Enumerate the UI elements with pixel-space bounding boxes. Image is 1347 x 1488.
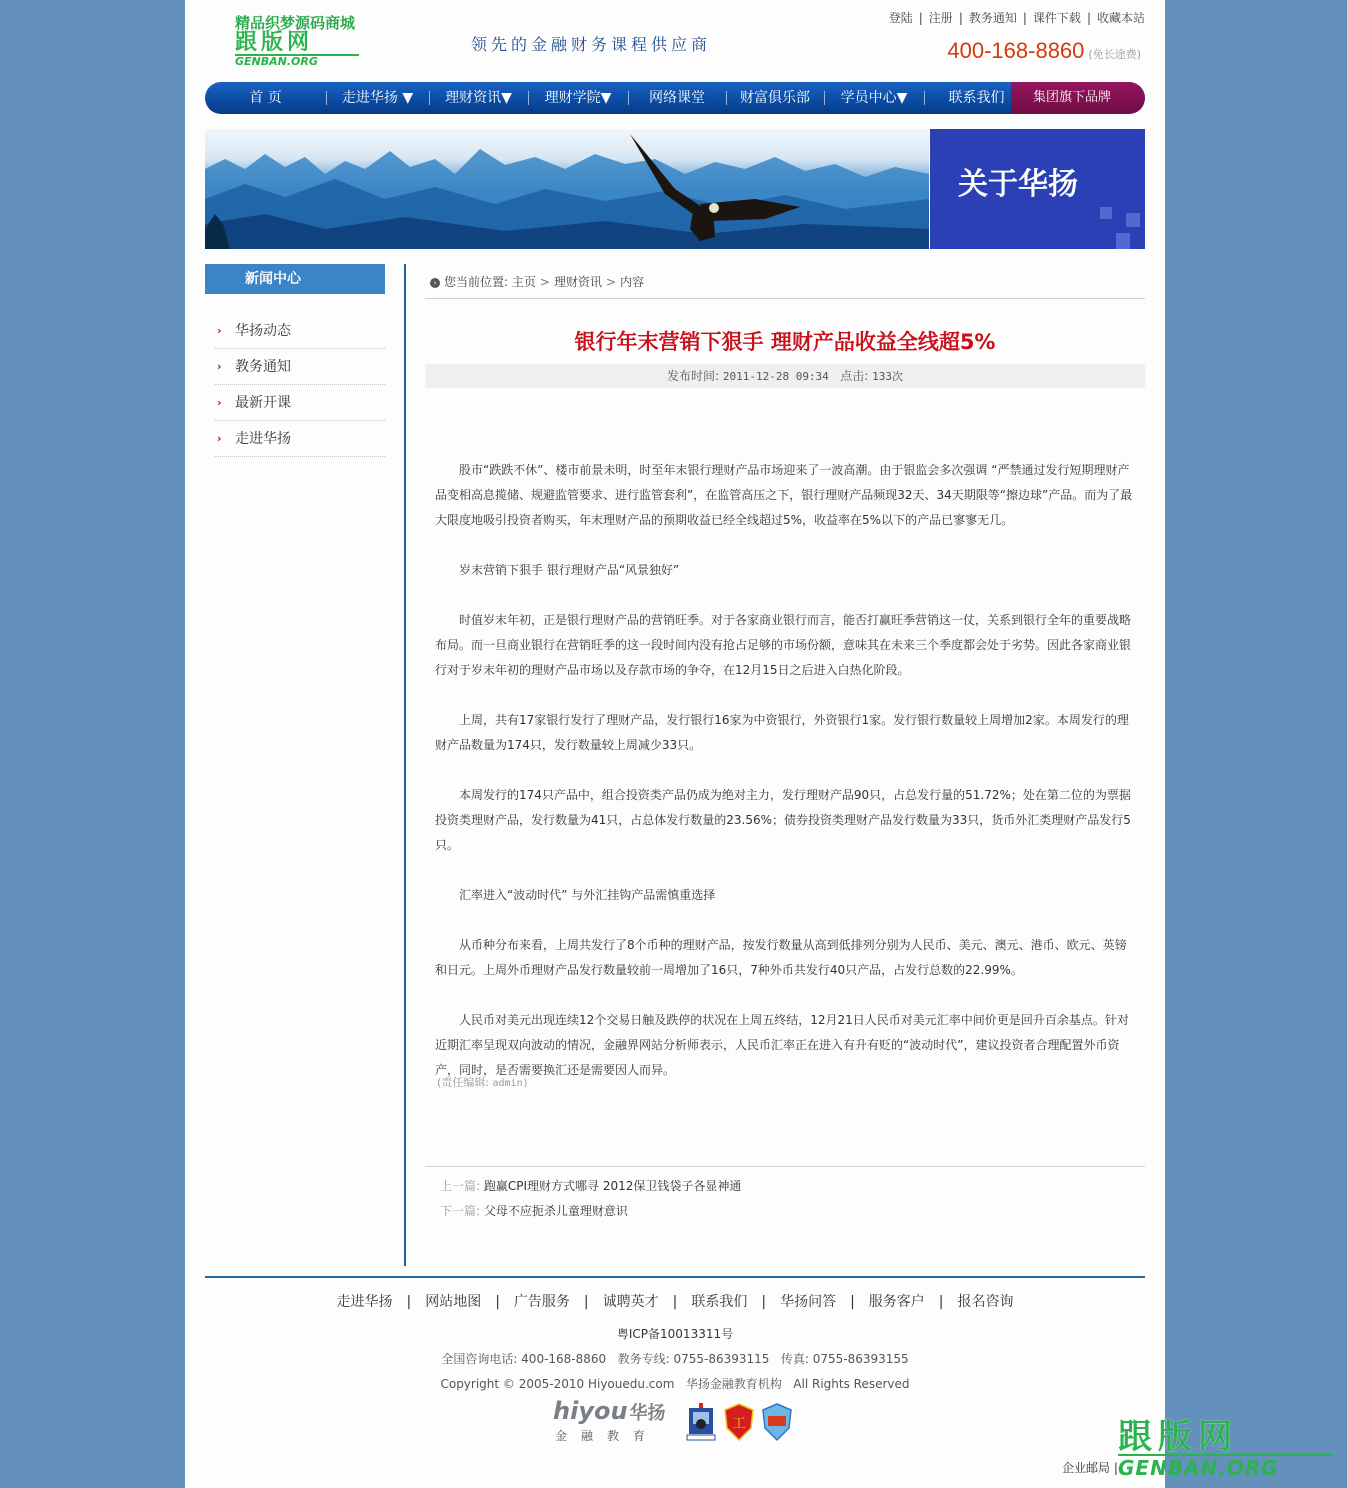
- separator: |: [672, 1294, 678, 1310]
- logo-tagline: 精品织梦源码商城: [235, 14, 356, 32]
- article-paragraph: 本周发行的174只产品中，组合投资类产品仍成为绝对主力，发行理财产品90只，占总发行量的51.72%；处在第二位的为票据投资类理财产品，发行数量为41只，占总体发行数量的23.56%；债券投资类理财产品发行数量为33只，货币外汇类理财产品发行5只。: [435, 788, 1131, 852]
- footer-link-ads[interactable]: 广告服务: [513, 1294, 570, 1310]
- hiyou-logo: [553, 1398, 673, 1446]
- sidebar-item-about[interactable]: [215, 421, 385, 457]
- nav-home[interactable]: 首 页: [249, 90, 282, 106]
- nav-finance-news[interactable]: 理财资讯▼: [429, 82, 528, 114]
- watermark-domain: GENBAN.ORG: [1118, 1454, 1333, 1480]
- enterprise-mail-link[interactable]: 企业邮局 |: [1062, 1461, 1118, 1475]
- nav-finance-academy[interactable]: 理财学院▼: [528, 82, 628, 114]
- chevron-right-icon: ›: [217, 432, 222, 445]
- separator: |: [1086, 11, 1091, 25]
- column-divider: [404, 264, 406, 1266]
- page-container: [185, 0, 1165, 1488]
- prev-article-link[interactable]: 跑赢CPI理财方式哪寻 2012保卫钱袋子各显神通: [483, 1179, 742, 1193]
- footer-link-faq[interactable]: 华扬问答: [780, 1294, 837, 1310]
- certification-badges: [685, 1402, 793, 1442]
- article-paragraph: 时值岁末年初，正是银行理财产品的营销旺季。对于各家商业银行而言，能否打赢旺季营销这一仗，关系到银行全年的重要战略布局。而一旦商业银行在营销旺季的这一段时间内没有抢占足够的市场份额，意味其在未来三个季度都会处于劣势。因此各家商业银行对于岁末年初的理财产品市场以及存款市场的争夺，在12月15日之后进入白热化阶段。: [435, 613, 1132, 677]
- breadcrumb: [430, 273, 644, 290]
- article-subheading: 岁末营销下狠手 银行理财产品“风景独好”: [459, 563, 680, 577]
- separator: |: [583, 1294, 589, 1310]
- decor-square: [1126, 213, 1140, 227]
- sidebar-item-label: 走进华扬: [235, 431, 291, 447]
- chevron-right-icon: ›: [217, 396, 222, 409]
- separator: |: [1022, 11, 1027, 25]
- article-title: 银行年末营销下狠手 理财产品收益全线超5%: [574, 330, 996, 354]
- chevron-right-icon: ›: [217, 360, 222, 373]
- divider: [425, 298, 1145, 299]
- safe-web-badge-icon[interactable]: [761, 1402, 793, 1442]
- breadcrumb-current: 内容: [620, 275, 645, 289]
- nav-group-brands[interactable]: 集团旗下品牌: [1011, 82, 1145, 114]
- hiyou-logo-cn: 华扬: [629, 1403, 666, 1424]
- footer-divider: [205, 1276, 1145, 1278]
- icp-number[interactable]: 粤ICP备10013311号: [616, 1327, 734, 1341]
- hiyou-logo-en: hiyou: [553, 1397, 628, 1425]
- nav-wealth-club[interactable]: 财富俱乐部: [726, 82, 824, 114]
- hotline-number: 400-168-8860: [947, 38, 1085, 63]
- article-paragraph: 股市“跌跌不休”、楼市前景未明，时至年末银行理财产品市场迎来了一波高潮。由于银监会多次强调 “严禁通过发行短期理财产品变相高息揽储、规避监管要求、进行监管套利”，在监管高压之下，银行理财产品频现32天、34天期限等“擦边球”产品。而为了最大限度地吸引投资者购买，年末理财产品的预期收益已经全线超过5%，收益率在5%以下的产品已寥寥无几。: [435, 463, 1133, 527]
- breadcrumb-home[interactable]: 主页: [511, 275, 536, 289]
- bookmark-link[interactable]: 收藏本站: [1096, 11, 1145, 25]
- banner-title: 关于华扬: [958, 167, 1078, 202]
- police-badge-icon[interactable]: [685, 1402, 717, 1442]
- separator: |: [958, 11, 963, 25]
- watermark-name: 跟版网: [1118, 1417, 1238, 1457]
- red-shield-badge-icon[interactable]: [723, 1402, 755, 1442]
- footer-link-about[interactable]: 走进华扬: [336, 1294, 393, 1310]
- hiyou-logo-sub: 金融教育: [555, 1429, 660, 1443]
- clicks-count: 133次: [872, 370, 904, 383]
- separator: |: [761, 1294, 767, 1310]
- site-slogan: 领先的金融财务课程供应商: [471, 35, 712, 54]
- logo-domain: GENBAN.ORG: [235, 54, 359, 68]
- site-logo[interactable]: [235, 14, 375, 70]
- separator: |: [938, 1294, 944, 1310]
- divider: [425, 1166, 1145, 1167]
- publish-time: 2011-12-28 09:34: [722, 370, 829, 383]
- main-nav: [205, 82, 1145, 114]
- article-body: [435, 458, 1135, 1108]
- prev-label: 上一篇:: [440, 1179, 481, 1193]
- editor-label: (责任编辑:: [437, 1076, 489, 1089]
- footer-link-jobs[interactable]: 诚聘英才: [602, 1294, 659, 1310]
- footer-contact: 全国咨询电话: 400-168-8860 教务专线: 0755-86393115 传真: 0755-86393155: [441, 1352, 909, 1366]
- next-article: [440, 1199, 741, 1224]
- article-paragraph: 人民币对美元出现连续12个交易日触及跌停的状况在上周五终结，12月21日人民币对美元汇率中间价更是回升百余基点。针对近期汇率呈现双向波动的情况，金融界网站分析师表示，人民币汇率正在进入有升有贬的“波动时代”，建议投资者合理配置外币资产，同时，是否需要换汇还是需要因人而异。: [435, 1013, 1129, 1077]
- footer-links: [185, 1291, 1165, 1311]
- sidebar-list: [215, 313, 385, 457]
- login-link[interactable]: 登陆: [888, 11, 913, 25]
- breadcrumb-prefix: 您当前位置:: [444, 275, 509, 289]
- article-paragraph: 从币种分布来看，上周共发行了8个币种的理财产品，按发行数量从高到低排列分别为人民币、美元、澳元、港币、欧元、英镑和日元。上周外币理财产品发行数量较前一周增加了16只，7种外币共发行40只产品，占发行总数的22.99%。: [435, 938, 1127, 977]
- academic-notice-link[interactable]: 教务通知: [968, 11, 1017, 25]
- banner-mountain-eagle-image: [205, 129, 929, 249]
- page-banner: [205, 129, 1145, 249]
- sidebar-item-new-courses[interactable]: [215, 385, 385, 421]
- logo-name: 跟版网: [235, 30, 314, 55]
- article-editor: [437, 1070, 529, 1096]
- prev-article: [440, 1174, 741, 1199]
- next-label: 下一篇:: [440, 1204, 481, 1218]
- chevron-right-icon: >: [605, 275, 617, 289]
- sidebar-item-label: 最新开课: [235, 395, 291, 411]
- nav-contact[interactable]: 联系我们: [924, 82, 1029, 114]
- footer-link-customers[interactable]: 服务客户: [868, 1294, 925, 1310]
- sidebar-item-label: 教务通知: [235, 359, 291, 375]
- chevron-right-icon: ›: [217, 324, 222, 337]
- decor-square: [1116, 233, 1130, 249]
- nav-online-class[interactable]: 网络课堂: [628, 82, 726, 114]
- article-meta: [425, 364, 1145, 388]
- genban-watermark: [1118, 1417, 1333, 1480]
- copyright: Copyright © 2005-2010 Hiyouedu.com 华扬金融教育机构 All Rights Reserved: [440, 1377, 910, 1391]
- courseware-download-link[interactable]: 课件下载: [1032, 11, 1081, 25]
- sidebar-title: 新闻中心: [205, 264, 385, 294]
- separator: |: [850, 1294, 855, 1310]
- footer-link-contact[interactable]: 联系我们: [691, 1294, 748, 1310]
- register-link[interactable]: 注册: [928, 11, 953, 25]
- location-arrow-icon: ›: [430, 278, 440, 288]
- sidebar-item-academic-notice[interactable]: [215, 349, 385, 385]
- clicks-label: 点击:: [840, 369, 869, 383]
- article-subheading: 汇率进入“波动时代” 与外汇挂钩产品需慎重选择: [459, 888, 716, 902]
- footer-link-enroll[interactable]: 报名咨询: [957, 1294, 1014, 1310]
- separator: |: [918, 11, 923, 25]
- mountain-eagle-icon: [205, 129, 929, 249]
- nav-student-center[interactable]: 学员中心▼: [824, 82, 924, 114]
- decor-square: [1100, 207, 1112, 219]
- banner-title-panel: [930, 129, 1145, 249]
- top-links: [889, 9, 1145, 26]
- editor-name: admin): [492, 1078, 529, 1089]
- hotline: [947, 38, 1141, 64]
- breadcrumb-finance-news[interactable]: 理财资讯: [553, 275, 602, 289]
- separator: |: [406, 1294, 412, 1310]
- article-paragraph: 上周，共有17家银行发行了理财产品，发行银行16家为中资银行，外资银行1家。发行银行数量较上周增加2家。本周发行的理财产品数量为174只，发行数量较上周减少33只。: [435, 713, 1129, 752]
- sidebar-item-huayang-news[interactable]: [215, 313, 385, 349]
- hotline-note: (免长途费): [1088, 48, 1141, 61]
- nav-about[interactable]: 走进华扬 ▼: [326, 82, 429, 114]
- prev-next-nav: [440, 1174, 741, 1224]
- publish-label: 发布时间:: [666, 369, 720, 383]
- footer-link-sitemap[interactable]: 网站地图: [425, 1294, 482, 1310]
- separator: |: [495, 1294, 500, 1310]
- sidebar-item-label: 华扬动态: [235, 323, 291, 339]
- svg-text:工: 工: [732, 1416, 746, 1432]
- next-article-link[interactable]: 父母不应扼杀儿童理财意识: [483, 1204, 628, 1218]
- chevron-right-icon: >: [539, 275, 550, 289]
